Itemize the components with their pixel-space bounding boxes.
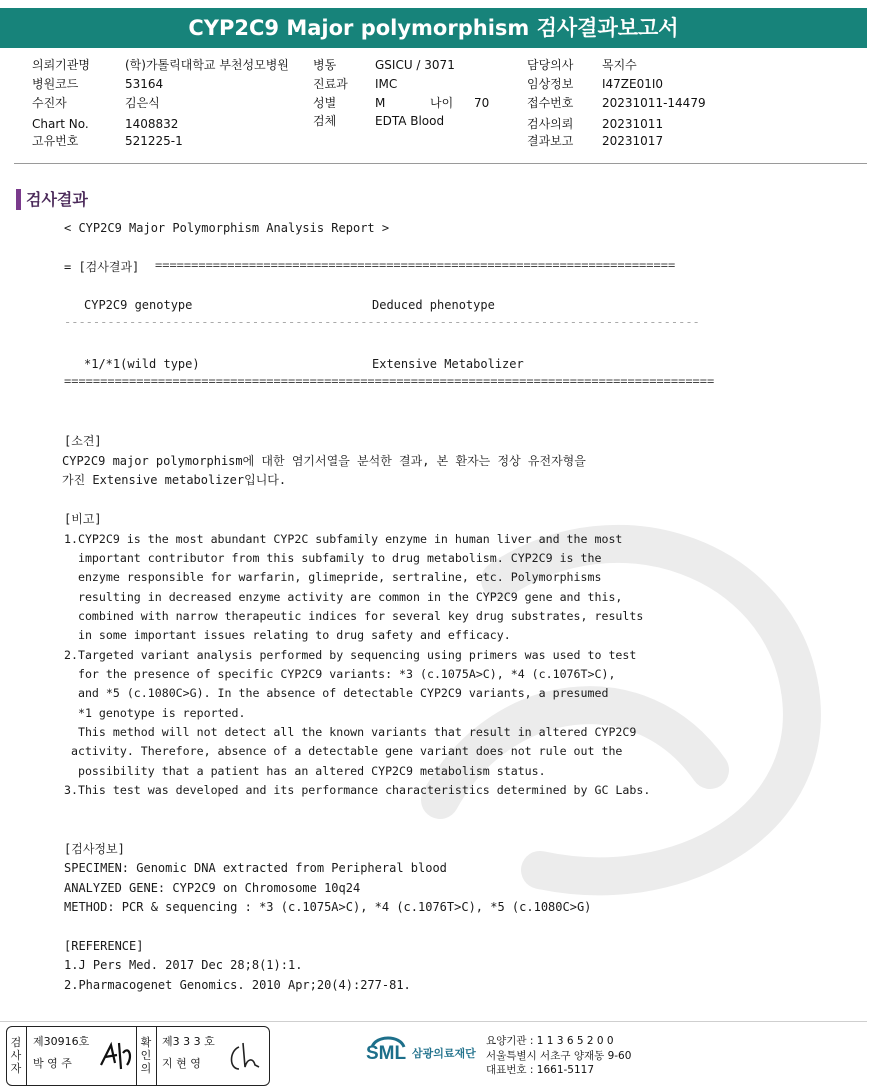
remarks-line: 3.This test was developed and its performance characteristics determined by GC Labs. [64, 783, 651, 797]
tester-vertical-label: 검사자 [10, 1036, 22, 1075]
result-label: = [검사결과] [64, 260, 147, 274]
label-request-date: 검사의뢰 [527, 117, 574, 131]
double-rule: ======================================================================== [155, 258, 676, 272]
tester-license: 제30916호 [33, 1035, 90, 1048]
label-clinical-info: 임상정보 [527, 77, 574, 91]
value-institution: (학)가톨릭대학교 부천성모병원 [125, 58, 289, 72]
findings-label: [소견] [64, 434, 102, 448]
double-rule: ========================================================================================== [64, 374, 715, 388]
confirmer-license: 제3 3 3 호 [162, 1035, 215, 1048]
org-line-address: 서울특별시 서초구 양재동 9-60 [486, 1049, 632, 1062]
remarks-line: This method will not detect all the known variants that result in altered CYP2C9 [64, 725, 637, 739]
label-report-date: 결과보고 [527, 134, 574, 148]
reference-label: [REFERENCE] [64, 939, 144, 953]
remarks-line: *1 genotype is reported. [64, 706, 246, 720]
org-name: 삼광의료재단 [412, 1047, 476, 1060]
label-institution: 의뢰기관명 [32, 58, 90, 72]
genotype-value: *1/*1(wild type) [84, 357, 200, 371]
label-ward: 병동 [313, 58, 337, 72]
section-accent-bar [16, 189, 21, 210]
report-heading: < CYP2C9 Major Polymorphism Analysis Report > [64, 221, 390, 235]
label-receipt-no: 접수번호 [527, 96, 574, 110]
tester-signature [97, 1035, 137, 1077]
remarks-line: activity. Therefore, absence of a detectable gene variant does not rule out the [64, 744, 623, 758]
confirmer-vertical-label: 확인의 [140, 1036, 152, 1075]
value-department: IMC [375, 77, 398, 91]
footer-divider [0, 1021, 867, 1022]
remarks-label: [비고] [64, 512, 102, 526]
remarks-line: enzyme responsible for warfarin, glimepride, sertraline, etc. Polymorphisms [64, 570, 602, 584]
info-line: ANALYZED GENE: CYP2C9 on Chromosome 10q24 [64, 881, 361, 895]
value-unique-no: 521225-1 [125, 134, 183, 148]
value-hospital-code: 53164 [125, 77, 164, 91]
value-request-date: 20231011 [602, 117, 664, 131]
reference-line: 1.J Pers Med. 2017 Dec 28;8(1):1. [64, 958, 303, 972]
phenotype-value: Extensive Metabolizer [372, 357, 524, 371]
remarks-line: possibility that a patient has an altered CYP2C9 metabolism status. [64, 764, 546, 778]
remarks-line: in some important issues relating to drug safety and efficacy. [64, 628, 511, 642]
section-title: 검사결과 [26, 190, 88, 209]
remarks-line: resulting in decreased enzyme activity are common in the CYP2C9 gene and this, [64, 590, 623, 604]
header-divider [14, 163, 867, 164]
org-line-code: 요양기관 : 1 1 3 6 5 2 0 0 [486, 1035, 614, 1047]
label-age: 나이 [430, 96, 454, 110]
remarks-line: important contributor from this subfamily to drug metabolism. CYP2C9 is the [64, 551, 602, 565]
value-ward: GSICU / 3071 [375, 58, 455, 72]
remarks-line: and *5 (c.1080C>G). In the absence of detectable CYP2C9 variants, a presumed [64, 686, 609, 700]
report-title: CYP2C9 Major polymorphism 검사결과보고서 [0, 8, 867, 48]
logo-text: SML [366, 1043, 407, 1064]
value-receipt-no: 20231011-14479 [602, 96, 706, 110]
label-chart-no: Chart No. [32, 117, 89, 131]
findings-line: CYP2C9 major polymorphism에 대한 염기서열을 분석한 결과, 본 환자는 정상 유전자형을 [62, 454, 586, 468]
value-specimen: EDTA Blood [375, 114, 445, 128]
confirmer-name: 지 현 영 [162, 1057, 201, 1070]
org-line-phone: 대표번호 : 1661-5117 [486, 1064, 595, 1076]
label-patient: 수진자 [32, 96, 67, 110]
signature-box [6, 1026, 270, 1086]
value-age: 70 [474, 96, 490, 110]
label-unique-no: 고유번호 [32, 134, 79, 148]
col-genotype-header: CYP2C9 genotype [84, 298, 193, 312]
value-clinical-info: I47ZE01I0 [602, 77, 664, 91]
info-label: [검사정보] [64, 842, 125, 856]
label-sex: 성별 [313, 96, 337, 110]
col-phenotype-header: Deduced phenotype [372, 298, 495, 312]
divider [26, 1027, 27, 1085]
remarks-line: for the presence of specific CYP2C9 variants: *3 (c.1075A>C), *4 (c.1076T>C), [64, 667, 616, 681]
divider [156, 1027, 157, 1085]
divider [136, 1027, 137, 1085]
reference-line: 2.Pharmacogenet Genomics. 2010 Apr;20(4):277-81. [64, 978, 411, 992]
value-report-date: 20231017 [602, 134, 664, 148]
remarks-line: 1.CYP2C9 is the most abundant CYP2C subfamily enzyme in human liver and the most [64, 532, 623, 546]
label-hospital-code: 병원코드 [32, 77, 79, 91]
remarks-line: combined with narrow therapeutic indices for several key drug substrates, results [64, 609, 644, 623]
value-sex: M [375, 96, 386, 110]
confirmer-signature [225, 1037, 265, 1077]
label-specimen: 검체 [313, 114, 337, 128]
org-details [486, 1034, 631, 1078]
value-doctor: 목지수 [602, 58, 637, 72]
tester-name: 박 영 주 [33, 1057, 72, 1070]
remarks-line: 2.Targeted variant analysis performed by sequencing using primers was used to test [64, 648, 637, 662]
findings-line: 가진 Extensive metabolizer입니다. [62, 473, 287, 487]
label-department: 진료과 [313, 77, 348, 91]
info-line: SPECIMEN: Genomic DNA extracted from Peripheral blood [64, 861, 447, 875]
value-patient: 김은식 [125, 96, 160, 110]
info-line: METHOD: PCR & sequencing : *3 (c.1075A>C), *4 (c.1076T>C), *5 (c.1080C>G) [64, 900, 592, 914]
label-doctor: 담당의사 [527, 58, 574, 72]
value-chart-no: 1408832 [125, 117, 179, 131]
single-rule: ---------------------------------------------------------------------------------------- [64, 315, 700, 329]
